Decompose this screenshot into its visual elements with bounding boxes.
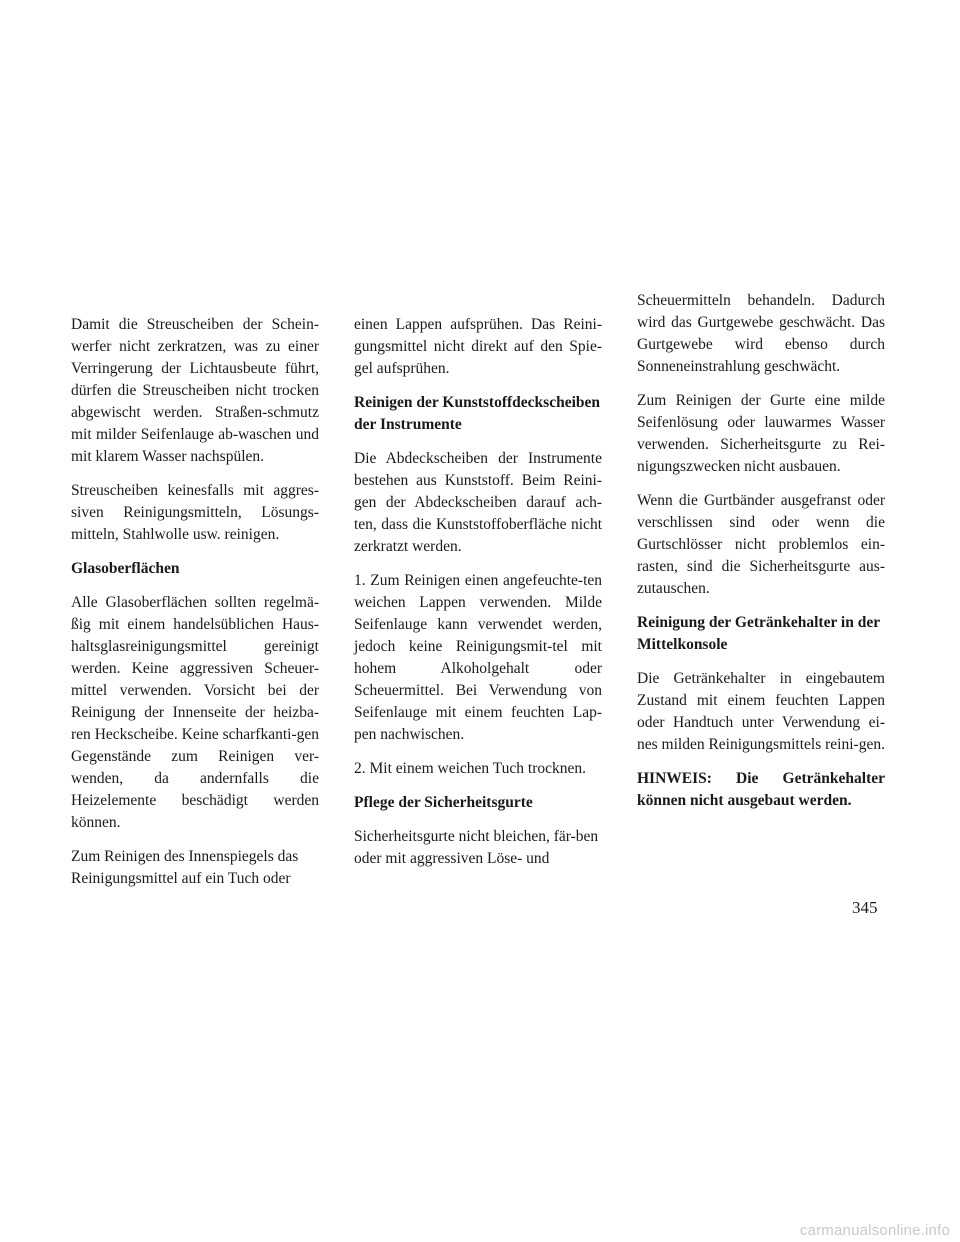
column-1 bbox=[71, 314, 319, 902]
paragraph-belt-cleaning: Zum Reinigen der Gurte eine milde Seifenlösung oder lauwarmes Wasser verwenden. Sicherheitsgurte zu Rei-nigungszwecken nicht ausbauen. bbox=[637, 392, 885, 475]
step-2: 2. Mit einem weichen Tuch trocknen. bbox=[354, 760, 587, 777]
paragraph-mirror-continued: einen Lappen aufsprühen. Das Reini-gungsmittel nicht direkt auf den Spie-gel aufsprühen. bbox=[354, 316, 602, 377]
note-cupholder: HINWEIS: Die Getränkehalter können nicht ausgebaut werden. bbox=[637, 770, 885, 809]
paragraph-instrument-covers: Die Abdeckscheiben der Instrumente bestehen aus Kunststoff. Beim Reini-gen der Abdeckscheiben darauf ach-ten, dass die Kunststoffoberfläche nicht zerkratzt werden. bbox=[354, 450, 602, 555]
paragraph-belt-weakening: Scheuermitteln behandeln. Dadurch wird das Gurtgewebe geschwächt. Das Gurtgewebe wird ebenso durch Sonneneinstrahlung geschwächt. bbox=[637, 292, 885, 375]
heading-glass-surfaces: Glasoberflächen bbox=[71, 560, 180, 577]
column-2 bbox=[354, 314, 602, 882]
paragraph-belt-replacement: Wenn die Gurtbänder ausgefranst oder verschlissen sind oder wenn die Gurtschlösser nicht problemlos ein-rasten, sind die Sicherheitsgurte aus-zutauschen. bbox=[637, 492, 885, 597]
heading-instrument-covers: Reinigen der Kunststoffdeckscheiben der Instrumente bbox=[354, 394, 601, 433]
paragraph-lens-cleaning-warning: Streuscheiben keinesfalls mit aggres-siven Reinigungsmitteln, Lösungs-mitteln, Stahlwolle usw. reinigen. bbox=[71, 482, 319, 543]
watermark: carmanualsonline.info bbox=[799, 1222, 950, 1239]
paragraph-glass-surfaces: Alle Glasoberflächen sollten regelmä-ßig mit einem handelsüblichen Haus-haltsglasreinigungsmittel gereinigt werden. Keine aggressiven Scheuer-mittel verwenden. Vorsicht bei der Reinigung der Innenseite der heizba-ren Heckscheibe. Keine scharfkanti-gen Gegenstände zum Reinigen ver-wenden, da andernfalls die Heizelemente beschädigt werden können. bbox=[71, 594, 319, 831]
paragraph-seatbelt-care: Sicherheitsgurte nicht bleichen, fär-ben oder mit aggressiven Löse- und bbox=[354, 828, 599, 867]
heading-cupholder-cleaning: Reinigung der Getränkehalter in der Mittelkonsole bbox=[637, 614, 880, 653]
step-1: 1. Zum Reinigen einen angefeuchte-ten weichen Lappen verwenden. Milde Seifenlauge kann verwendet werden, jedoch keine Reinigungsmit-tel mit hohem Alkoholgehalt oder Scheuermittel. Bei Verwendung von Seifenlauge mit einem feuchten Lap-pen nachwischen. bbox=[354, 572, 602, 743]
page-number: 345 bbox=[852, 898, 878, 917]
paragraph-interior-mirror: Zum Reinigen des Innenspiegels das Reinigungsmittel auf ein Tuch oder bbox=[71, 848, 299, 887]
column-3 bbox=[637, 290, 885, 824]
heading-seatbelt-care: Pflege der Sicherheitsgurte bbox=[354, 794, 533, 811]
paragraph-headlamp-lenses: Damit die Streuscheiben der Schein-werfer nicht zerkratzen, was zu einer Verringerung der Lichtausbeute führt, dürfen die Streuscheiben nicht trocken abgewischt werden. Straßen-schmutz mit milder Seifenlauge ab-waschen und mit klarem Wasser nachspülen. bbox=[71, 316, 319, 465]
paragraph-cupholder-cleaning: Die Getränkehalter in eingebautem Zustand mit einem feuchten Lappen oder Handtuch unter Verwendung ei-nes milden Reinigungsmittels reini-gen. bbox=[637, 670, 885, 753]
